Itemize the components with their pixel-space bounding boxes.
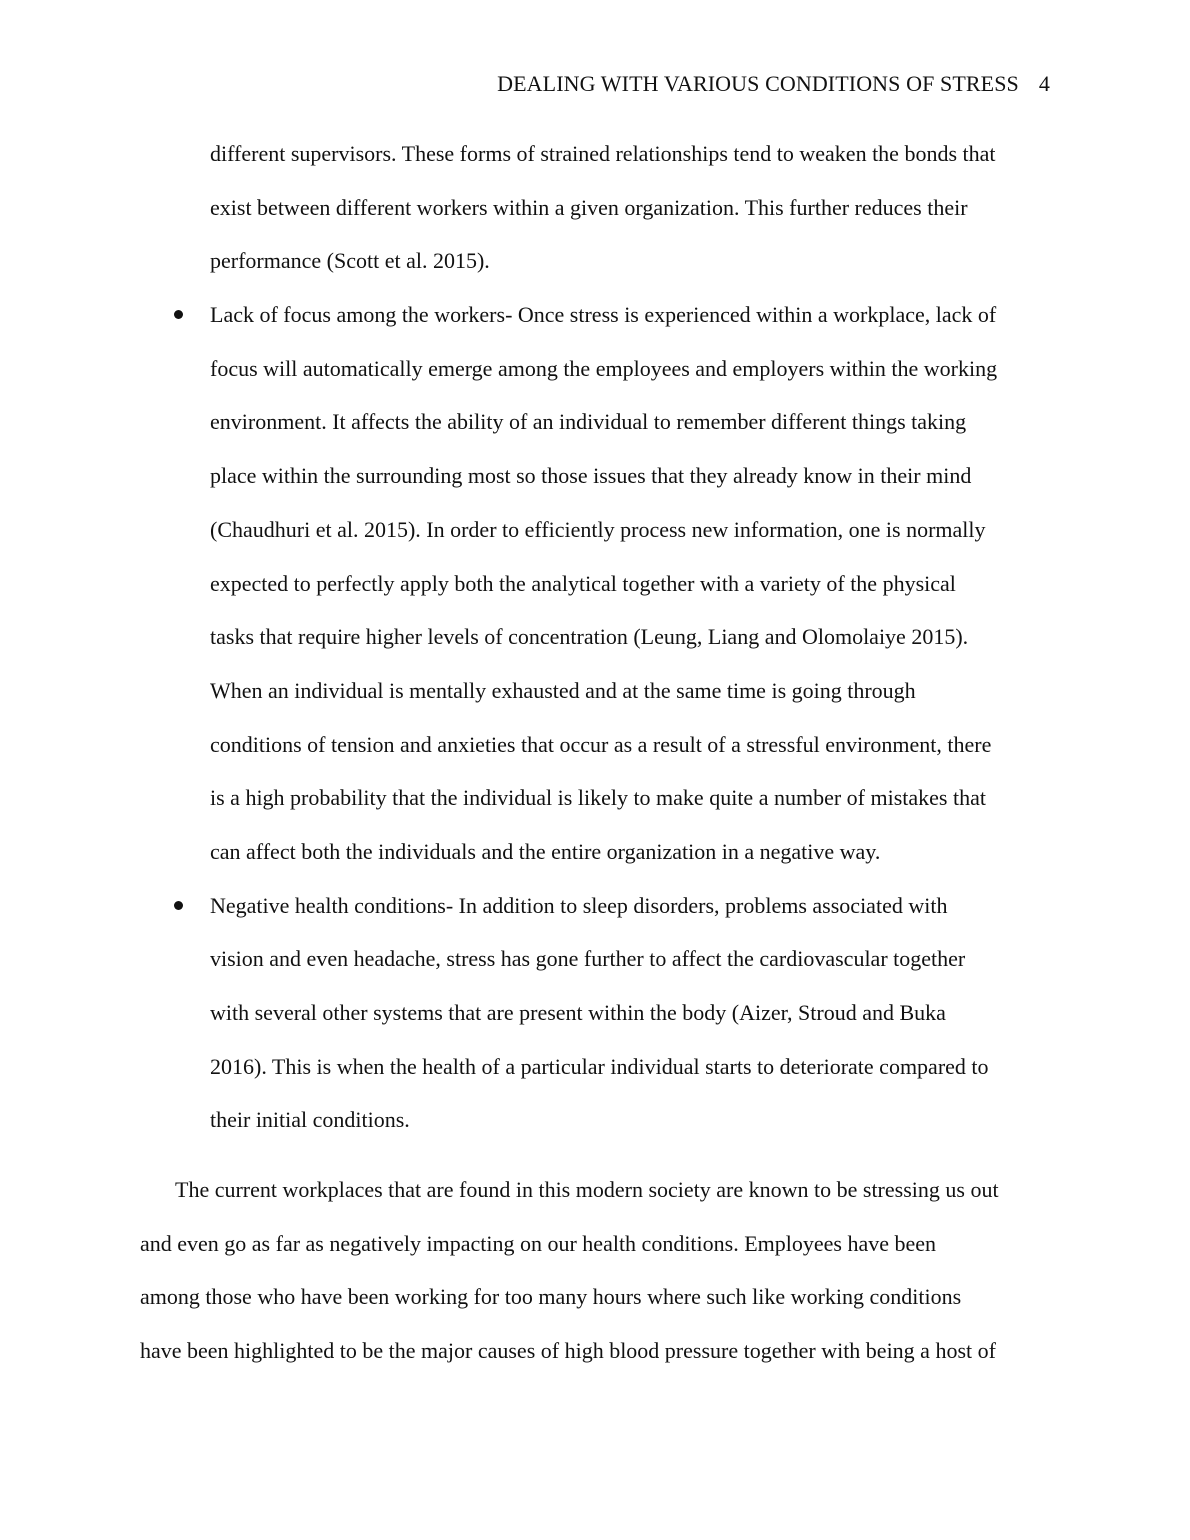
running-header — [497, 70, 1050, 98]
text-line: conditions of tension and anxieties that occur as a result of a stressful environment, there — [210, 731, 992, 757]
text-line: and even go as far as negatively impacting on our health conditions. Employees have been — [140, 1230, 937, 1256]
text-line: (Chaudhuri et al. 2015). In order to efficiently process new information, one is normally — [210, 516, 986, 542]
text-line — [140, 288, 1060, 342]
text-line-content: Negative health conditions- In addition to sleep disorders, problems associated with — [210, 892, 948, 918]
text-line: different supervisors. These forms of strained relationships tend to weaken the bonds that — [210, 141, 996, 166]
text-line: tasks that require higher levels of concentration (Leung, Liang and Olomolaiye 2015). — [210, 624, 969, 650]
text-line: When an individual is mentally exhausted and at the same time is going through — [210, 677, 916, 703]
text-line: with several other systems that are present within the body (Aizer, Stroud and Buka — [210, 1000, 946, 1025]
text-line-content: Lack of focus among the workers- Once stress is experienced within a workplace, lack of — [210, 302, 997, 328]
text-line: among those who have been working for too many hours where such like working conditions — [140, 1284, 962, 1310]
text-line: performance (Scott et al. 2015). — [210, 248, 490, 274]
running-title: DEALING WITH VARIOUS CONDITIONS OF STRESS — [497, 71, 1019, 96]
text-line: environment. It affects the ability of an individual to remember different things taking — [210, 409, 967, 435]
text-line: is a high probability that the individual is likely to make quite a number of mistakes that — [210, 785, 986, 811]
continued-bullet-text — [140, 127, 1060, 288]
text-line: can affect both the individuals and the entire organization in a negative way. — [210, 838, 881, 864]
text-line: their initial conditions. — [210, 1107, 410, 1133]
body-paragraph — [140, 1163, 1060, 1378]
bullet-item-lack-of-focus — [140, 288, 1060, 879]
text-line — [140, 879, 1060, 933]
text-line: expected to perfectly apply both the analytical together with a variety of the physical — [210, 570, 956, 596]
text-line: place within the surrounding most so those issues that they already know in their mind — [210, 463, 972, 489]
text-line: vision and even headache, stress has gone further to affect the cardiovascular together — [210, 946, 966, 972]
text-line: 2016). This is when the health of a particular individual starts to deteriorate compared to — [210, 1053, 989, 1079]
text-line: focus will automatically emerge among the employees and employers within the working — [210, 355, 998, 381]
text-line: The current workplaces that are found in this modern society are known to be stressing us out — [175, 1177, 999, 1203]
bullet-item-negative-health — [140, 879, 1060, 1147]
body-text — [140, 127, 1060, 1378]
text-line: exist between different workers within a given organization. This further reduces their — [210, 194, 968, 220]
list-spacing — [140, 1147, 1060, 1163]
page-number: 4 — [1038, 71, 1050, 96]
text-line: have been highlighted to be the major causes of high blood pressure together with being a host of — [140, 1338, 996, 1364]
